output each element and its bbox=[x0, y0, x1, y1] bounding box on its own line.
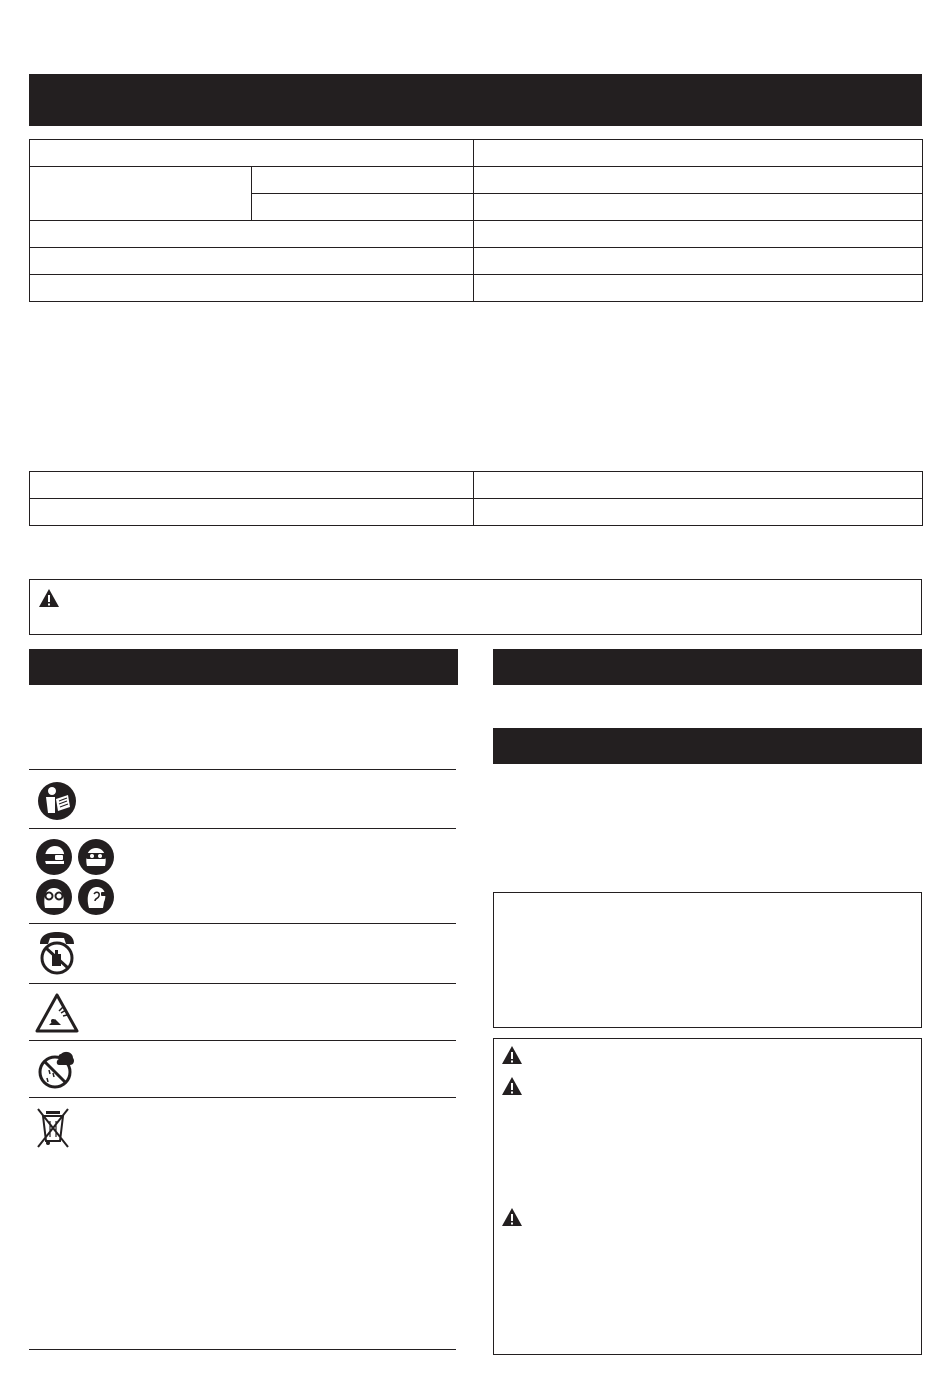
spec-value-cell bbox=[474, 275, 923, 302]
table-row bbox=[30, 140, 923, 167]
divider bbox=[29, 983, 456, 984]
spec-label-cell bbox=[30, 248, 474, 275]
divider bbox=[29, 769, 456, 770]
spec-label-cell bbox=[30, 167, 252, 221]
declared-label-cell bbox=[30, 472, 474, 499]
eye-protection-icon bbox=[35, 838, 73, 876]
warning-notice-box bbox=[29, 579, 922, 635]
divider bbox=[29, 1349, 456, 1350]
spec-sublabel-cell bbox=[252, 194, 474, 221]
table-row bbox=[30, 167, 923, 194]
right-section-bar-1 bbox=[493, 649, 922, 685]
spec-label-cell bbox=[30, 275, 474, 302]
spec-value-cell bbox=[474, 194, 923, 221]
table-row bbox=[30, 275, 923, 302]
divider bbox=[29, 1040, 456, 1041]
spec-label-cell bbox=[30, 221, 474, 248]
no-rain-exposure-icon bbox=[35, 1048, 77, 1090]
table-row bbox=[30, 248, 923, 275]
spec-label-cell bbox=[30, 140, 474, 167]
divider bbox=[29, 828, 456, 829]
table-row bbox=[30, 221, 923, 248]
info-box bbox=[493, 892, 922, 1028]
warnings-box bbox=[493, 1038, 922, 1355]
declared-values-table bbox=[29, 471, 923, 526]
keep-hands-away-icon bbox=[36, 930, 78, 976]
table-row bbox=[30, 499, 923, 526]
safety-glasses-icon bbox=[35, 878, 73, 916]
declared-label-cell bbox=[30, 499, 474, 526]
divider bbox=[29, 923, 456, 924]
declared-value-cell bbox=[474, 499, 923, 526]
warning-triangle-icon bbox=[501, 1076, 523, 1096]
spec-value-cell bbox=[474, 221, 923, 248]
table-row bbox=[30, 472, 923, 499]
warning-triangle-icon bbox=[501, 1045, 523, 1065]
thrown-objects-warning-icon bbox=[35, 993, 79, 1033]
warning-triangle-icon bbox=[501, 1207, 523, 1227]
header-bar bbox=[29, 74, 922, 126]
warning-triangle-icon bbox=[38, 588, 60, 608]
declared-value-cell bbox=[474, 472, 923, 499]
specifications-table bbox=[29, 139, 923, 302]
ear-protection-icon bbox=[77, 878, 115, 916]
spec-value-cell bbox=[474, 167, 923, 194]
spec-value-cell bbox=[474, 248, 923, 275]
read-manual-icon bbox=[37, 781, 77, 821]
crossed-out-wheelie-bin-icon bbox=[36, 1107, 70, 1149]
spec-value-cell bbox=[474, 140, 923, 167]
spec-sublabel-cell bbox=[252, 167, 474, 194]
goggles-icon bbox=[77, 838, 115, 876]
right-section-bar-2 bbox=[493, 728, 922, 764]
divider bbox=[29, 1097, 456, 1098]
symbols-section-bar bbox=[29, 649, 458, 685]
